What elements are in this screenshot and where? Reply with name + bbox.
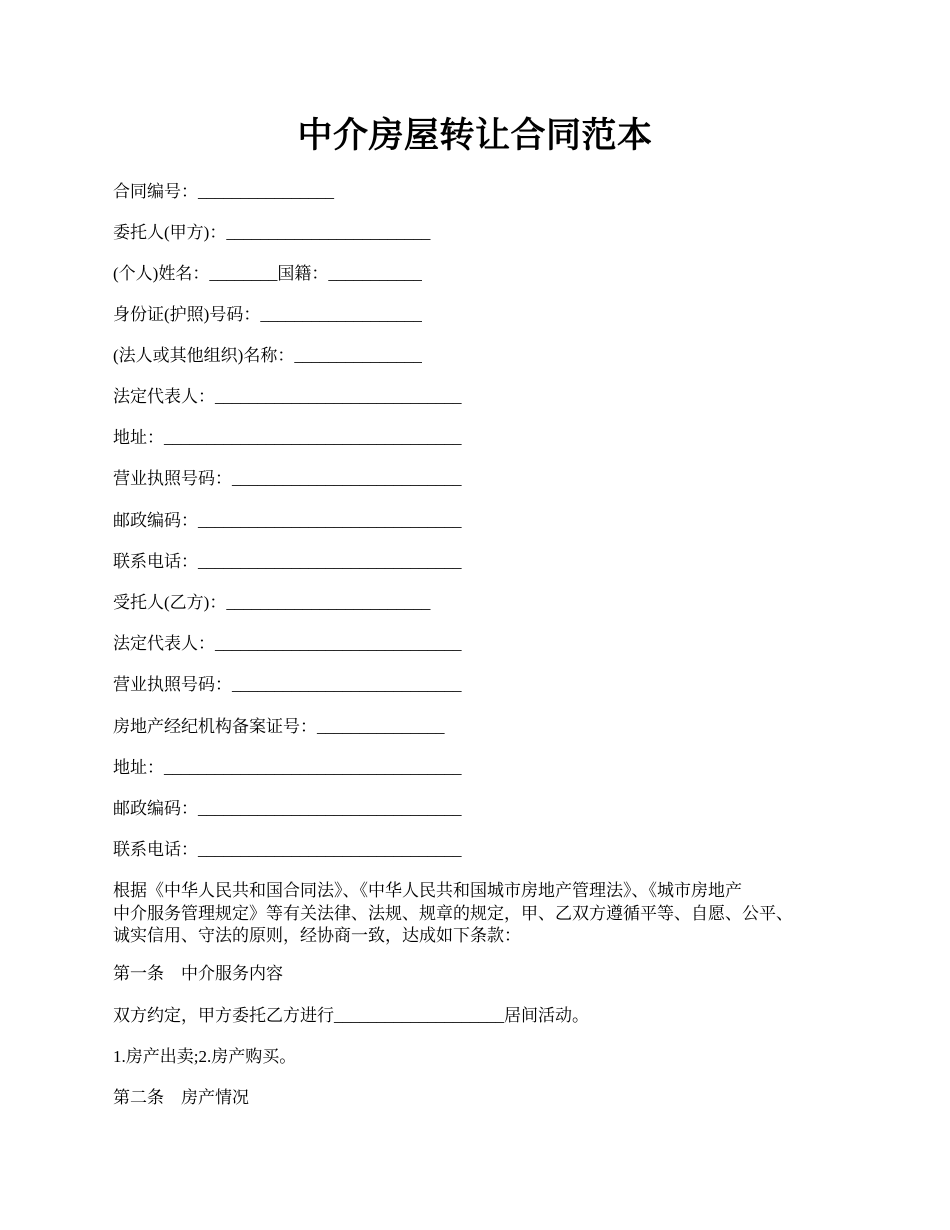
agent-party-b-line: 受托人(乙方)：________________________ [113, 593, 431, 612]
preamble-paragraph: 根据《中华人民共和国合同法》、《中华人民共和国城市房地产管理法》、《城市房地产 中介服务管理规定》等有关法律、法规、规章的规定，甲、乙双方遵循平等、自愿、公平、 诚实信用、守法的原则，经协商一致，达成如下条款： [113, 881, 793, 945]
party-a-phone-line: 联系电话：_______________________________ [113, 552, 462, 571]
agency-registration-number-line: 房地产经纪机构备案证号：_______________ [113, 717, 445, 736]
article-2-heading: 第二条 房产情况 [113, 1088, 249, 1107]
party-a-address-line: 地址：___________________________________ [113, 428, 462, 447]
party-a-postal-code-line: 邮政编码：_______________________________ [113, 511, 462, 530]
name-nationality-line: (个人)姓名：________国籍：___________ [113, 264, 422, 283]
document-title: 中介房屋转让合同范本 [297, 116, 653, 155]
article-1-options: 1.房产出卖;2.房产购买。 [113, 1047, 297, 1066]
article-1-heading: 第一条 中介服务内容 [113, 964, 283, 983]
party-b-address-line: 地址：___________________________________ [113, 758, 462, 777]
party-b-business-license-line: 营业执照号码：___________________________ [113, 675, 462, 694]
contract-number-line: 合同编号：________________ [113, 182, 334, 201]
article-1-text: 双方约定，甲方委托乙方进行____________________居间活动。 [113, 1006, 589, 1025]
principal-party-a-line: 委托人(甲方)：________________________ [113, 223, 431, 242]
party-b-postal-code-line: 邮政编码：_______________________________ [113, 799, 462, 818]
id-passport-number-line: 身份证(护照)号码：___________________ [113, 305, 422, 324]
party-b-legal-representative-line: 法定代表人：_____________________________ [113, 634, 462, 653]
party-a-legal-representative-line: 法定代表人：_____________________________ [113, 387, 462, 406]
party-a-business-license-line: 营业执照号码：___________________________ [113, 469, 462, 488]
organization-name-line: (法人或其他组织)名称：_______________ [113, 346, 422, 365]
party-b-phone-line: 联系电话：_______________________________ [113, 840, 462, 859]
